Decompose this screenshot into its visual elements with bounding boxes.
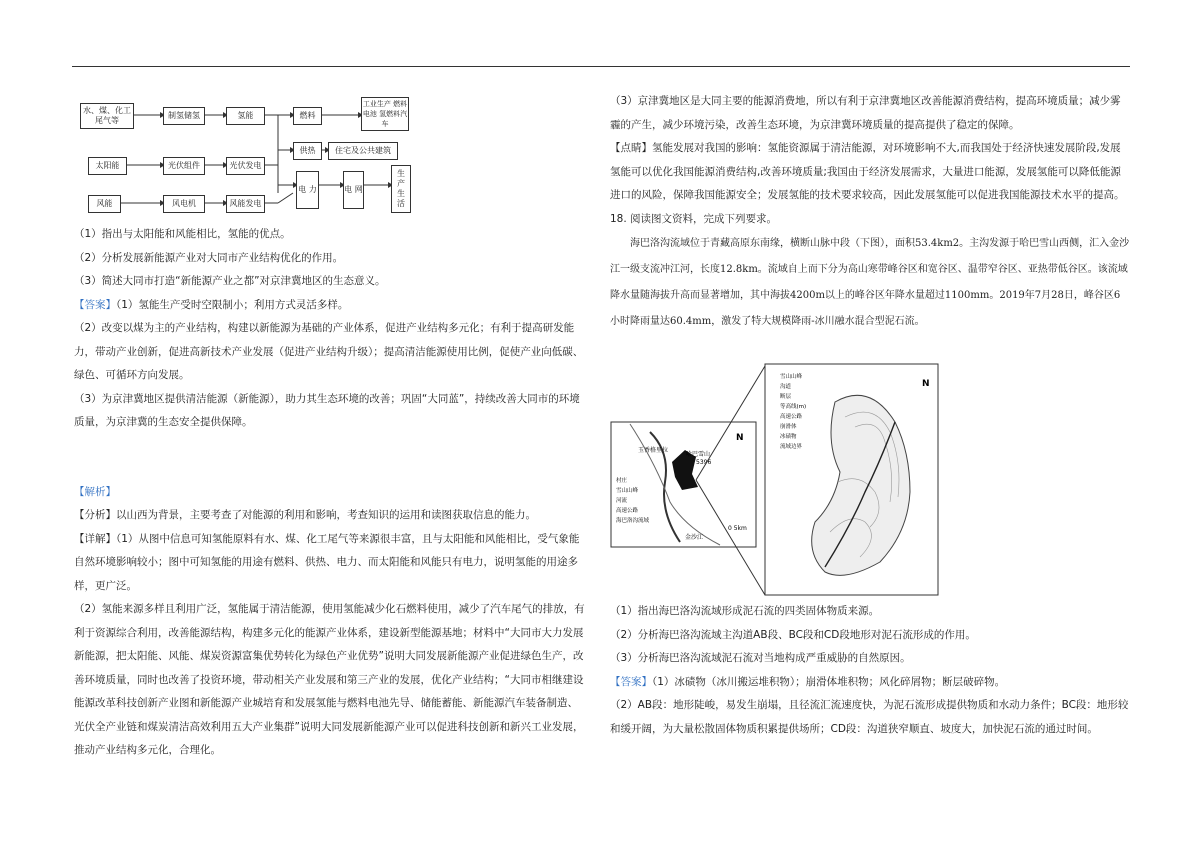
scale-label: 0 5km xyxy=(728,525,747,532)
svg-text:崩滑体: 崩滑体 xyxy=(780,424,797,430)
key-points: 【点睛】氢能发展对我国的影响：氢能资源属于清洁能源，对环境影响不大,而我国处于经济快速发展阶段,发展氢能可以优化我国能源消费结构,改善环境质量;我国由于经济发展需求，大量进口能源，发展氢能可以降低能源进口的风险，保障我国能源安全；发展氢能的技术要求较高，因此发展氢能可以促进我国能源技术水平的提高。 xyxy=(610,142,1125,201)
svg-text:海巴洛沟流域: 海巴洛沟流域 xyxy=(616,518,650,524)
answer-3-cont: （3）京津冀地区是大同主要的能源消费地，所以有利于京津冀地区改善能源消费结构，提高环境质量；减少雾霾的产生，减少环境污染，改善生态环境，为京津冀环境质量的提高提供了稳定的保障。 xyxy=(610,95,1121,131)
flow-node-buildings: 住宅及公共建筑 xyxy=(328,142,398,160)
svg-text:断层: 断层 xyxy=(780,394,792,400)
q18-2: （2）分析海巴洛沟流域主沟道AB段、BC段和CD段地形对泥石流形成的作用。 xyxy=(610,628,976,641)
answer-tag: 【答案】 xyxy=(74,298,116,311)
answer-2: （2）改变以煤为主的产业结构，构建以新能源为基础的产业体系，促进产业结构多元化；有利于提高研发能力，带动产业创新，促进高新技术产业发展（促进产业结构升级）；提高清洁能源使用比例，促使产业向低碳、绿色、可循环方向发展。 xyxy=(74,322,584,381)
flow-node-hydrogen-production: 制氢储氢 xyxy=(163,107,205,125)
flow-node-heating: 供热 xyxy=(293,142,322,160)
detail-1: 【详解】（1）从图中信息可知氢能原料有水、煤、化工尾气等来源很丰富，且与太阳能和风能相比，受气象能自然环境影响较小；图中可知氢能的用途有燃料、供热、电力、而太阳能和风能只有电力，说明氢能的用途多样，更广泛。 xyxy=(74,532,580,592)
svg-text:高速公路: 高速公路 xyxy=(780,414,803,420)
svg-text:等高线(m): 等高线(m) xyxy=(780,404,807,410)
analysis-heading: 【解析】 xyxy=(74,485,116,498)
svg-text:村庄: 村庄 xyxy=(616,478,628,484)
q18-3: （3）分析海巴洛沟流域泥石流对当地构成严重威胁的自然原因。 xyxy=(610,652,911,664)
q18-answer-1: 【答案】（1）冰碛物（冰川搬运堆积物）；崩滑体堆积物；风化碎屑物；断层破碎物。 xyxy=(610,675,1006,688)
right-column xyxy=(610,90,1130,335)
svg-text:高速公路: 高速公路 xyxy=(616,508,639,514)
question-3: （3）简述大同市打造“新能源产业之都”对京津冀地区的生态意义。 xyxy=(74,275,386,287)
spacer xyxy=(74,435,586,481)
north-arrow-inset: N xyxy=(736,433,744,443)
q18-answer-2: （2）AB段：地形陡峻，易发生崩塌，且径流汇流速度快，为泥石流形成提供物质和水动力条件；BC段：地形较和缓开阔，为大量松散固体物质积累提供场所；CD段：沟道狭窄顺直、坡度大，加快泥石流的通过时间。 xyxy=(610,699,1129,735)
flow-node-wind-power: 风能发电 xyxy=(226,195,265,213)
flow-node-solar: 太阳能 xyxy=(88,157,127,175)
flow-node-industry: 工业生产 燃料电池 氢燃料汽车 xyxy=(361,97,409,131)
flow-node-grid: 电 网 xyxy=(343,171,364,209)
map-figure xyxy=(610,362,940,598)
flow-node-fuel: 燃料 xyxy=(293,107,322,125)
question-2: （2）分析发展新能源产业对大同市产业结构优化的作用。 xyxy=(74,251,344,264)
north-arrow-main: N xyxy=(922,379,930,389)
flow-node-consumption: 生 产 生 活 xyxy=(391,165,411,213)
answer-3: （3）为京津冀地区提供清洁能源（新能源），助力其生态环境的改善；巩固“大同蓝”，持续改善大同市的环境质量，为京津冀的生态安全提供保障。 xyxy=(74,392,580,428)
svg-text:雪山山峰: 雪山山峰 xyxy=(780,374,803,380)
inset-title: 玉香格里拉 xyxy=(638,447,669,454)
flow-node-pv-power: 光伏发电 xyxy=(226,157,265,175)
question-1: （1）指出与太阳能和风能相比，氢能的优点。 xyxy=(74,228,291,240)
answer-1: 【答案】（1）氢能生产受时空限制小；利用方式灵活多样。 xyxy=(74,298,349,311)
left-column xyxy=(74,223,586,763)
question-18: 18. 阅读图文资料，完成下列要求。 xyxy=(610,212,778,225)
svg-text:河流: 河流 xyxy=(616,498,628,504)
svg-text:流域边界: 流域边界 xyxy=(780,444,803,450)
svg-text:雪山山峰: 雪山山峰 xyxy=(616,488,639,494)
river-label: 金沙江 xyxy=(685,534,704,541)
peak-label: 哈巴雪山 xyxy=(686,451,711,458)
energy-flow-diagram xyxy=(78,93,418,215)
map-svg xyxy=(610,362,940,598)
peak-elevation: 5396 xyxy=(696,459,712,466)
flow-node-hydrogen: 氢能 xyxy=(226,107,265,125)
svg-text:冰碛物: 冰碛物 xyxy=(780,434,797,440)
flow-node-wind: 风能 xyxy=(88,195,121,213)
flow-node-wind-turbine: 风电机 xyxy=(163,195,205,213)
flow-node-pv-modules: 光伏组件 xyxy=(163,157,205,175)
flow-node-source: 水、煤、化工尾气等 xyxy=(80,103,134,129)
detail-2: （2）氢能来源多样且利用广泛，氢能属于清洁能源，使用氢能减少化石燃料使用，减少了汽车尾气的排放，有利于资源综合利用，改善能源结构，构建多元化的能源产业体系，建设新型能源基地；材料中“大同市大力发展新能源，把太阳能、风能、煤炭资源富集优势转化为绿色产业优势”说明大同发展新能源产业促进绿色生产，改善环境质量，同时也改善了投资环境，带动相关产业发展和第三产业的发展，优化产业结构；“大同市相继建设能源改革科技创新产业图和新能源产业城培育和发展氢能与燃料电池先导、储能蓄能、新能源汽车装备制造、光伏全产业链和煤炭清洁高效利用五大产业集群”说明大同发展新能源产业可以促进科技创新和新兴工业发展，推动产业结构多元化，合理化。 xyxy=(74,603,585,756)
flow-node-electricity: 电 力 xyxy=(296,171,319,209)
analysis-summary: 【分析】以山西为背景，主要考查了对能源的利用和影响，考查知识的运用和读图获取信息的能力。 xyxy=(74,509,536,521)
right-column-lower xyxy=(610,600,1130,741)
q18-1: （1）指出海巴洛沟流域形成泥石流的四类固体物质来源。 xyxy=(610,605,880,617)
material-text: 海巴洛沟流域位于青藏高原东南缘，横断山脉中段（下图），面积53.4km2。主沟发源于哈巴雪山西侧，汇入金沙江一级支流冲江河，长度12.8km。流域自上而下分为高山寒带峰谷区和宽谷区、温带窄谷区、亚热带低谷区。该流域降水量随海拔升高而显著增加，其中海拔4200m以上的峰谷区年降水量超过1100mm。2019年7月28日，峰谷区6小时降雨量达60.4mm，激发了特大规模降雨-冰川融水混合型泥石流。 xyxy=(610,238,1130,327)
header-rule xyxy=(72,66,1130,67)
svg-text:沟道: 沟道 xyxy=(780,384,792,390)
